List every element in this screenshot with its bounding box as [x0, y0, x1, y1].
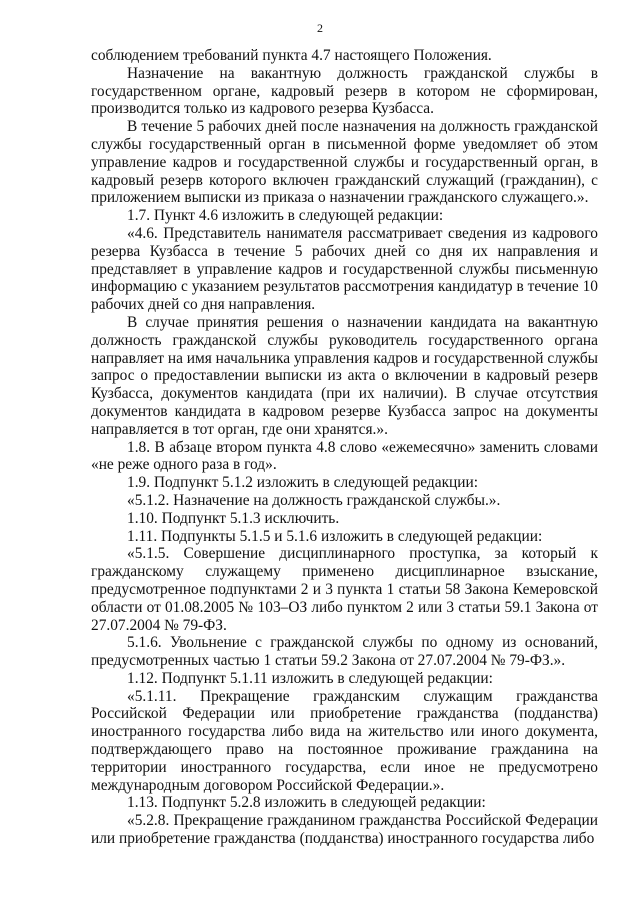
paragraph: 1.9. Подпункт 5.1.2 изложить в следующей редакции: — [127, 474, 479, 492]
paragraph: «5.1.2. Назначение на должность гражданской службы.». — [127, 491, 501, 509]
paragraph: 1.8. В абзаце втором пункта 4.8 слово «ежемесячно» заменить словами «не реже одного раза в год». — [91, 438, 598, 474]
paragraph: В случае принятия решения о назначении кандидата на вакантную должность гражданской службы руководитель государственного органа направляет на имя начальника управления кадров и государственной службы запрос о предоставлении выписки из акта о включении в кадровый резерв Кузбасса, документов кандидата (при их наличии). В случае отсутствия документов кандидата в кадровом резерве Кузбасса запрос на документы направляется в тот орган, где они хранятся.». — [91, 313, 598, 438]
paragraph: «5.1.11. Прекращение гражданским служащим гражданства Российской Федерации или приобретение гражданства (подданства) иностранного государства либо вида на жительство или иного документа, подтверждающего право на постоянное проживание гражданина на территории иностранного государства, если иное не предусмотрено международным договором Российской Федерации.». — [91, 687, 598, 794]
paragraph: 1.7. Пункт 4.6 изложить в следующей редакции: — [127, 207, 444, 225]
paragraph: В течение 5 рабочих дней после назначения на должность гражданской службы государственный орган в письменной форме уведомляет об этом управление кадров и государственной службы и государственный орган, в кадровый резерв которого включен гражданский служащий (гражданин), с приложением выписки из приказа о назначении гражданского служащего.». — [91, 118, 598, 207]
paragraph: «5.1.5. Совершение дисциплинарного проступка, за который к гражданскому служащему применено дисциплинарное взыскание, предусмотренное подпунктами 2 и 3 пункта 1 статьи 58 Закона Кемеровской области от 01.08.2005 № 103–ОЗ либо пунктом 2 или 3 статьи 59.1 Закона от 27.07.2004 № 79-ФЗ. — [91, 545, 598, 634]
paragraph: «4.6. Представитель нанимателя рассматривает сведения из кадрового резерва Кузбасса в течение 5 рабочих дней со дня их направления и представляет в управление кадров и государственной службы письменную информацию с указанием результатов рассмотрения кандидатур в течение 10 рабочих дней со дня направления. — [91, 224, 598, 314]
page-number: 2 — [317, 21, 323, 35]
paragraph: 5.1.6. Увольнение с гражданской службы по одному из оснований, предусмотренных частью 1 статьи 59.2 Закона от 27.07.2004 № 79-ФЗ.». — [91, 634, 598, 670]
paragraph: 1.11. Подпункты 5.1.5 и 5.1.6 изложить в следующей редакции: — [127, 527, 543, 545]
paragraph: «5.2.8. Прекращение гражданином гражданства Российской Федерации или приобретение гражданства (подданства) иностранного государства либо — [91, 812, 598, 848]
paragraph: соблюдением требований пункта 4.7 настоящего Положения. — [91, 47, 492, 64]
paragraph: 1.10. Подпункт 5.1.3 исключить. — [127, 509, 340, 527]
paragraph: Назначение на вакантную должность гражданской службы в государственном органе, кадровый резерв в котором не сформирован, производится только из кадрового резерва Кузбасса. — [91, 64, 598, 118]
paragraph: 1.12. Подпункт 5.1.11 изложить в следующей редакции: — [127, 669, 493, 687]
paragraph: 1.13. Подпункт 5.2.8 изложить в следующей редакции: — [127, 794, 486, 812]
document-body — [91, 47, 598, 848]
